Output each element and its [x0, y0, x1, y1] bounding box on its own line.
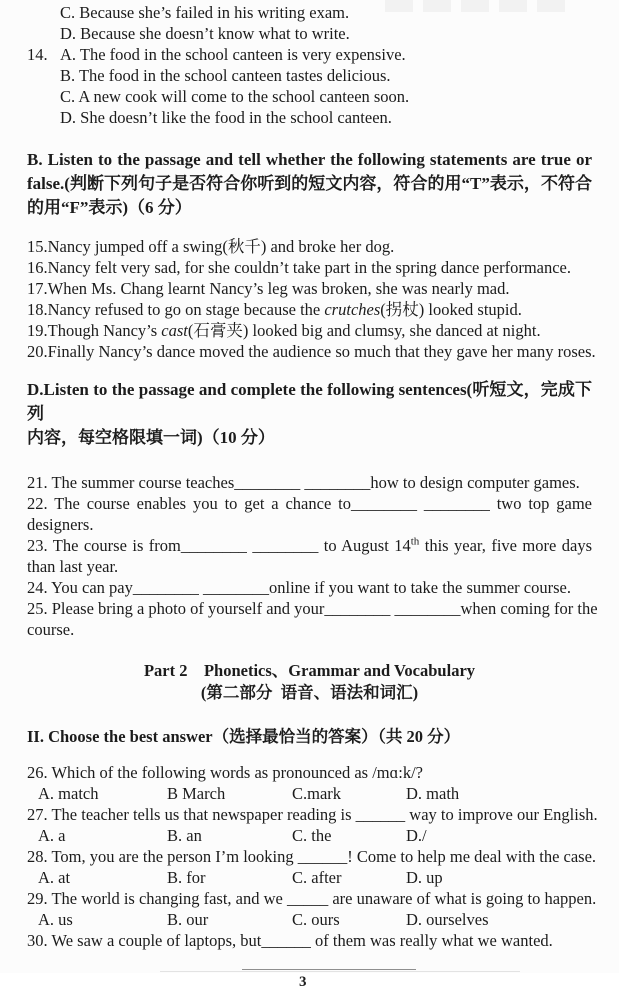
option-a: A. a [38, 826, 66, 845]
scan-artifact [385, 0, 575, 12]
question-14-line-a [27, 44, 592, 65]
option-d: D. She doesn’t like the food in the school canteen. [60, 108, 392, 127]
question-27-options [27, 825, 592, 846]
item-18 [27, 299, 592, 320]
item-18-post: (拐杖) looked stupid. [380, 300, 522, 319]
section-ii-heading [27, 726, 592, 748]
item-23-post: this year, five more days [419, 536, 593, 555]
item-22-line1: 22. The course enables you to get a chance to________ ________ two top game [27, 494, 592, 513]
item-23-line1 [27, 535, 592, 556]
question-30-stem: 30. We saw a couple of laptops, but______ of them was really what we wanted. [27, 931, 553, 950]
option-b: B. for [167, 868, 206, 887]
question-number: 14. [27, 45, 48, 64]
item-21: 21. The summer course teaches________ ________how to design computer games. [27, 473, 580, 492]
item-19-post: (石膏夹) looked big and clumsy, she danced at night. [187, 321, 541, 340]
footer-rule-faint [160, 971, 520, 972]
option-a: A. at [38, 868, 71, 887]
item-23-superscript: th [410, 535, 420, 548]
page-number: 3 [299, 974, 307, 990]
true-false-items [27, 236, 596, 362]
option-a: A. us [38, 910, 73, 929]
item-19-pre: 19.Though Nancy’s [27, 321, 162, 340]
question-26-options [27, 783, 592, 804]
option-c: C. the [292, 826, 332, 845]
option-b: B. an [167, 826, 202, 845]
option-b: B March [167, 784, 226, 803]
option-d: D. ourselves [406, 910, 489, 929]
option-a: A. The food in the school canteen is very expensive. [60, 45, 406, 64]
question-27-stem: 27. The teacher tells us that newspaper reading is ______ way to improve our English. [27, 805, 598, 824]
option-c: C.mark [292, 784, 342, 803]
item-20: 20.Finally Nancy’s dance moved the audience so much that they gave her many roses. [27, 342, 596, 361]
option-d: D. math [406, 784, 460, 803]
section-d-heading [27, 378, 592, 450]
question-28-options [27, 867, 592, 888]
question-28-stem: 28. Tom, you are the person I’m looking ______! Come to help me deal with the case. [27, 847, 597, 866]
footer-rule [242, 969, 416, 970]
option-c: C. Because she’s failed in his writing exam. [60, 3, 350, 22]
question-26-stem: 26. Which of the following words as pronounced as /mɑ:k/? [27, 763, 423, 782]
option-b: B. our [167, 910, 209, 929]
item-25-line1: 25. Please bring a photo of yourself and your________ ________when coming for the [27, 599, 598, 618]
item-23-line2: than last year. [27, 557, 119, 576]
item-22-line2: designers. [27, 515, 94, 534]
item-23-pre: 23. The course is from________ ________ to August 14 [27, 536, 411, 555]
item-19 [27, 320, 592, 341]
section-b-heading-line1: B. Listen to the passage and tell whether the following statements are true or [27, 150, 592, 169]
option-c: C. ours [292, 910, 340, 929]
item-18-pre: 18.Nancy refused to go on stage because the [27, 300, 325, 319]
question-29-stem: 29. The world is changing fast, and we _____ are unaware of what is going to happen. [27, 889, 597, 908]
section-b-heading-line3: 的用“F”表示)（6 分） [27, 198, 192, 217]
section-ii-title: II. Choose the best answer（选择最恰当的答案）（共 20 分） [27, 727, 461, 746]
option-c: C. after [292, 868, 342, 887]
question-14 [27, 44, 592, 128]
option-b: B. The food in the school canteen tastes delicious. [60, 66, 391, 85]
item-15: 15.Nancy jumped off a swing(秋千) and broke her dog. [27, 237, 395, 256]
part-2-heading [27, 660, 592, 704]
option-d: D. Because she doesn’t know what to write. [60, 24, 350, 43]
section-d-heading-line1: D.Listen to the passage and complete the following sentences(听短文，完成下列 [27, 380, 592, 423]
section-d-heading-line2: 内容，每空格限填一词)（10 分） [27, 428, 275, 447]
option-d: D. up [406, 868, 443, 887]
option-c: C. A new cook will come to the school canteen soon. [60, 87, 410, 106]
fill-in-items [27, 472, 598, 640]
item-18-italic-word: crutches [324, 300, 381, 319]
section-b-heading-line2: false.(判断下列句子是否符合你听到的短文内容，符合的用“T”表示，不符合 [27, 174, 592, 193]
question-29-options [27, 909, 592, 930]
part-2-title-english: Part 2 Phonetics、Grammar and Vocabulary [143, 661, 476, 680]
item-19-italic-word: cast [161, 321, 188, 340]
item-16: 16.Nancy felt very sad, for she couldn’t take part in the spring dance performance. [27, 258, 571, 277]
item-25-line2: course. [27, 620, 75, 639]
part-2-title-chinese: (第二部分 语音、语法和词汇) [200, 683, 419, 702]
section-b-heading [27, 148, 592, 220]
item-17: 17.When Ms. Chang learnt Nancy’s leg was broken, she was nearly mad. [27, 279, 510, 298]
option-d: D./ [406, 826, 427, 845]
multiple-choice-questions [27, 762, 598, 951]
item-24: 24. You can pay________ ________online if you want to take the summer course. [27, 578, 571, 597]
option-a: A. match [38, 784, 99, 803]
page-footer [27, 957, 592, 991]
